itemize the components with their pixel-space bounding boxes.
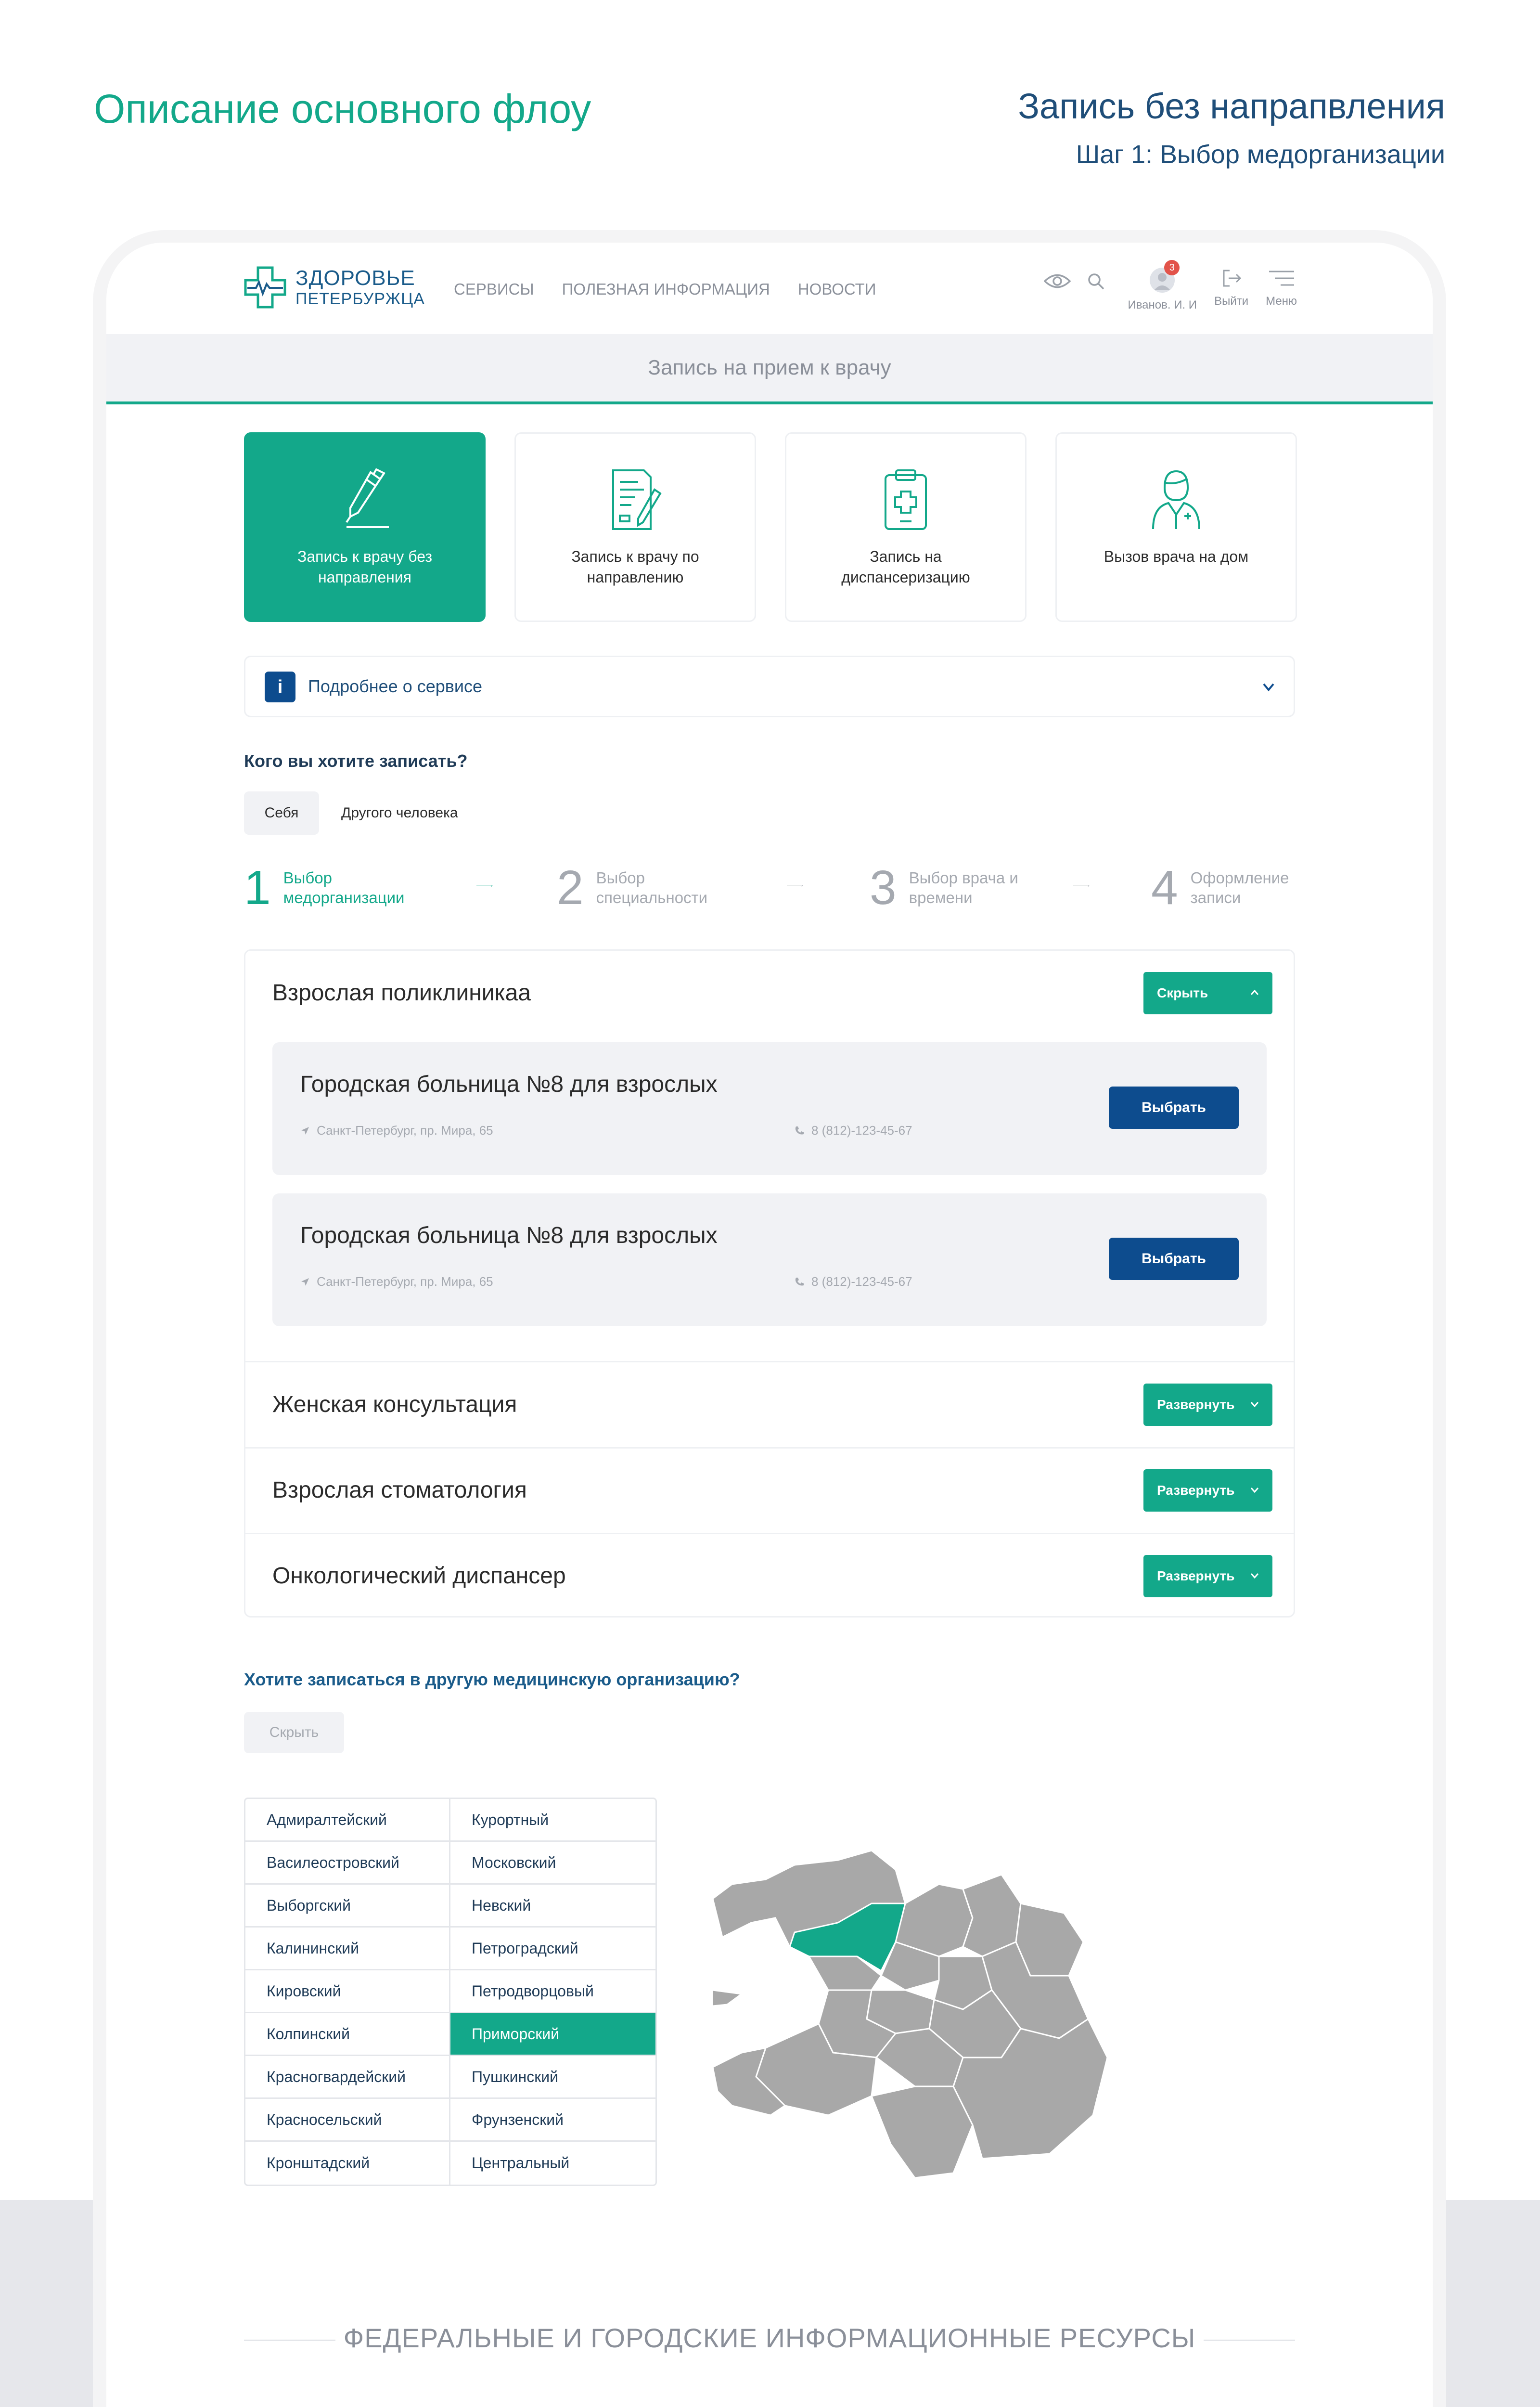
step-3: [870, 861, 1034, 915]
hospital-card: [272, 1193, 1267, 1326]
org-group-dentistry: [245, 1448, 1294, 1534]
exit-icon: [1220, 267, 1243, 290]
other-org-question: Хотите записаться в другую медицинскую организацию?: [244, 1669, 740, 1689]
service-info-accordion[interactable]: [244, 656, 1295, 717]
district-row: [245, 1885, 655, 1928]
hospital-address: [300, 1123, 493, 1138]
hamburger-icon: [1267, 267, 1296, 290]
resources-title: ФЕДЕРАЛЬНЫЕ И ГОРОДСКИЕ ИНФОРМАЦИОННЫЕ РЕСУРСЫ: [343, 2323, 1196, 2353]
hospital-name: Городская больница №8 для взрослых: [300, 1072, 718, 1097]
district-item[interactable]: Центральный: [472, 2154, 570, 2172]
service-card-label: Запись к врачу по направлению: [571, 548, 699, 586]
who-tabs: [244, 791, 458, 835]
hospital-name: Городская больница №8 для взрослых: [300, 1223, 718, 1248]
exit-button[interactable]: [1214, 267, 1248, 308]
step-1: [244, 861, 409, 915]
chevron-down-icon: [1260, 678, 1277, 696]
district-item[interactable]: Пушкинский: [472, 2068, 558, 2085]
hospital-card: [272, 1042, 1267, 1175]
hospital-phone: [794, 1274, 912, 1289]
accessibility-eye-icon[interactable]: [1043, 267, 1072, 296]
district-row: [245, 2142, 655, 2185]
select-hospital-button[interactable]: Выбрать: [1109, 1238, 1239, 1280]
district-item[interactable]: Василеостровский: [245, 1842, 450, 1883]
step-label: Выбор медорганизации: [283, 868, 405, 906]
step-arrow-icon: [754, 885, 836, 887]
site-logo[interactable]: [244, 266, 425, 309]
org-accordion: [244, 949, 1295, 1618]
logo-line2: ПЕТЕРБУРЖЦА: [295, 290, 425, 308]
hospital-address-text: Санкт-Петербург, пр. Мира, 65: [317, 1274, 493, 1289]
district-item[interactable]: Кировский: [245, 1970, 450, 2012]
service-card-referral[interactable]: [514, 432, 756, 622]
district-item[interactable]: Калининский: [245, 1928, 450, 1969]
step-arrow-icon: [1040, 885, 1122, 887]
step-indicator: [244, 861, 1295, 917]
district-row: [245, 1799, 655, 1842]
district-item[interactable]: Петродворцовый: [472, 1982, 594, 2000]
chevron-down-icon: [1248, 1569, 1261, 1582]
district-item[interactable]: Фрунзенский: [472, 2110, 564, 2128]
service-info-label: Подробнее о сервисе: [308, 676, 483, 696]
info-icon: i: [265, 672, 295, 702]
service-card-label: Запись к врачу без направления: [297, 548, 432, 586]
map-district-kronshtadtsky: [713, 1990, 742, 2007]
location-arrow-icon: [300, 1126, 310, 1136]
chevron-down-icon: [1248, 1484, 1261, 1496]
search-icon[interactable]: [1081, 267, 1110, 296]
expand-button-label: Развернуть: [1157, 1483, 1235, 1498]
hide-districts-button[interactable]: Скрыть: [244, 1712, 344, 1753]
expand-button[interactable]: [1143, 1384, 1272, 1426]
nav-useful-info[interactable]: ПОЛЕЗНАЯ ИНФОРМАЦИЯ: [562, 280, 770, 298]
expand-button-label: Развернуть: [1157, 1568, 1235, 1583]
district-item[interactable]: Петроградский: [472, 1939, 578, 1957]
district-item[interactable]: Курортный: [472, 1811, 549, 1828]
step-4: [1151, 861, 1316, 915]
chevron-up-icon: [1248, 986, 1261, 999]
phone-icon: [794, 1277, 805, 1287]
step-number: 1: [244, 861, 271, 915]
district-row: [245, 2099, 655, 2142]
clipboard-cross-icon: [877, 468, 935, 531]
select-hospital-button[interactable]: Выбрать: [1109, 1087, 1239, 1129]
district-item[interactable]: Невский: [472, 1896, 531, 1914]
expand-button-label: Развернуть: [1157, 1397, 1235, 1412]
org-group-title: Взрослая стоматология: [272, 1477, 527, 1503]
avatar: [1149, 262, 1176, 294]
district-row: [245, 1842, 655, 1885]
user-profile[interactable]: [1128, 262, 1197, 312]
page-title-bar: [106, 334, 1433, 404]
hospital-phone-text: 8 (812)-123-45-67: [811, 1123, 912, 1138]
service-card-no-referral[interactable]: [244, 432, 486, 622]
step-number: 2: [557, 861, 584, 915]
map-district-pushkinsky: [872, 2086, 973, 2178]
logo-line1: ЗДОРОВЬЕ: [295, 266, 415, 290]
tab-other-person[interactable]: Другого человека: [341, 805, 458, 821]
document-icon: [606, 468, 664, 531]
step-arrow-icon: [444, 885, 526, 887]
district-row: [245, 1928, 655, 1970]
district-row: [245, 2013, 655, 2056]
district-row: [245, 1970, 655, 2013]
district-item[interactable]: Красногвардейский: [245, 2056, 450, 2097]
exit-label: Выйти: [1214, 295, 1249, 308]
district-item[interactable]: Кронштадский: [245, 2142, 450, 2185]
collapse-button[interactable]: [1143, 972, 1272, 1014]
district-table: [244, 1798, 657, 2186]
step-number: 3: [870, 861, 897, 915]
header-actions: [1033, 262, 1297, 312]
district-item[interactable]: Адмиралтейский: [245, 1799, 450, 1840]
district-item[interactable]: Выборгский: [245, 1885, 450, 1926]
expand-button[interactable]: [1143, 1469, 1272, 1512]
tab-self[interactable]: Себя: [244, 791, 319, 835]
service-card-label: Вызов врача на дом: [1104, 548, 1249, 565]
org-group-womens: [245, 1362, 1294, 1449]
step-label: Оформление записи: [1190, 868, 1289, 906]
device-frame: [93, 230, 1446, 2407]
nav-news[interactable]: НОВОСТИ: [797, 280, 876, 298]
presentation-step: Шаг 1: Выбор медорганизации: [1076, 140, 1445, 169]
notification-badge: 3: [1164, 260, 1180, 275]
service-card-label: Запись на диспансеризацию: [841, 548, 970, 586]
city-districts-map[interactable]: [713, 1846, 1300, 2183]
district-item[interactable]: Приморский: [450, 2013, 655, 2055]
page-title: Запись на прием к врачу: [648, 356, 891, 379]
pen-icon: [336, 468, 394, 531]
service-cards: [244, 432, 1297, 622]
service-card-home-visit[interactable]: [1055, 432, 1297, 622]
expand-button[interactable]: [1143, 1555, 1272, 1597]
hospital-address-text: Санкт-Петербург, пр. Мира, 65: [317, 1123, 493, 1138]
org-group-oncology: [245, 1534, 1294, 1618]
org-group-title: Онкологический диспансер: [272, 1563, 566, 1589]
presentation-flow-name: Запись без напрапвления: [1018, 86, 1445, 126]
main-nav: [454, 280, 904, 298]
district-row: [245, 2056, 655, 2099]
phone-icon: [794, 1126, 805, 1136]
org-group-title: Взрослая поликлиникаа: [272, 980, 531, 1006]
hospital-address: [300, 1274, 493, 1289]
hospital-phone: [794, 1123, 912, 1138]
who-question: Кого вы хотите записать?: [244, 751, 468, 771]
step-2: [557, 861, 721, 915]
district-item[interactable]: Красносельский: [245, 2099, 450, 2140]
service-card-checkup[interactable]: [785, 432, 1027, 622]
step-label: Выбор специальности: [596, 868, 708, 906]
user-name: Иванов. И. И: [1128, 298, 1197, 311]
district-item[interactable]: Московский: [472, 1853, 556, 1871]
org-group-adult-clinic: [245, 951, 1294, 1035]
nav-services[interactable]: СЕРВИСЫ: [454, 280, 534, 298]
logo-cross-icon: [244, 266, 287, 309]
step-label: Выбор врача и времени: [909, 868, 1018, 906]
doctor-icon: [1147, 468, 1205, 531]
step-number: 4: [1151, 861, 1178, 915]
chevron-down-icon: [1248, 1398, 1261, 1411]
menu-label: Меню: [1266, 295, 1297, 308]
org-group-title: Женская консультация: [272, 1392, 517, 1417]
collapse-button-label: Скрыть: [1157, 985, 1208, 1000]
district-item[interactable]: Колпинский: [245, 2013, 450, 2055]
screen: [106, 243, 1433, 2407]
menu-button[interactable]: [1266, 267, 1297, 308]
location-arrow-icon: [300, 1277, 310, 1287]
presentation-title: Описание основного флоу: [94, 86, 591, 131]
hospital-phone-text: 8 (812)-123-45-67: [811, 1274, 912, 1289]
